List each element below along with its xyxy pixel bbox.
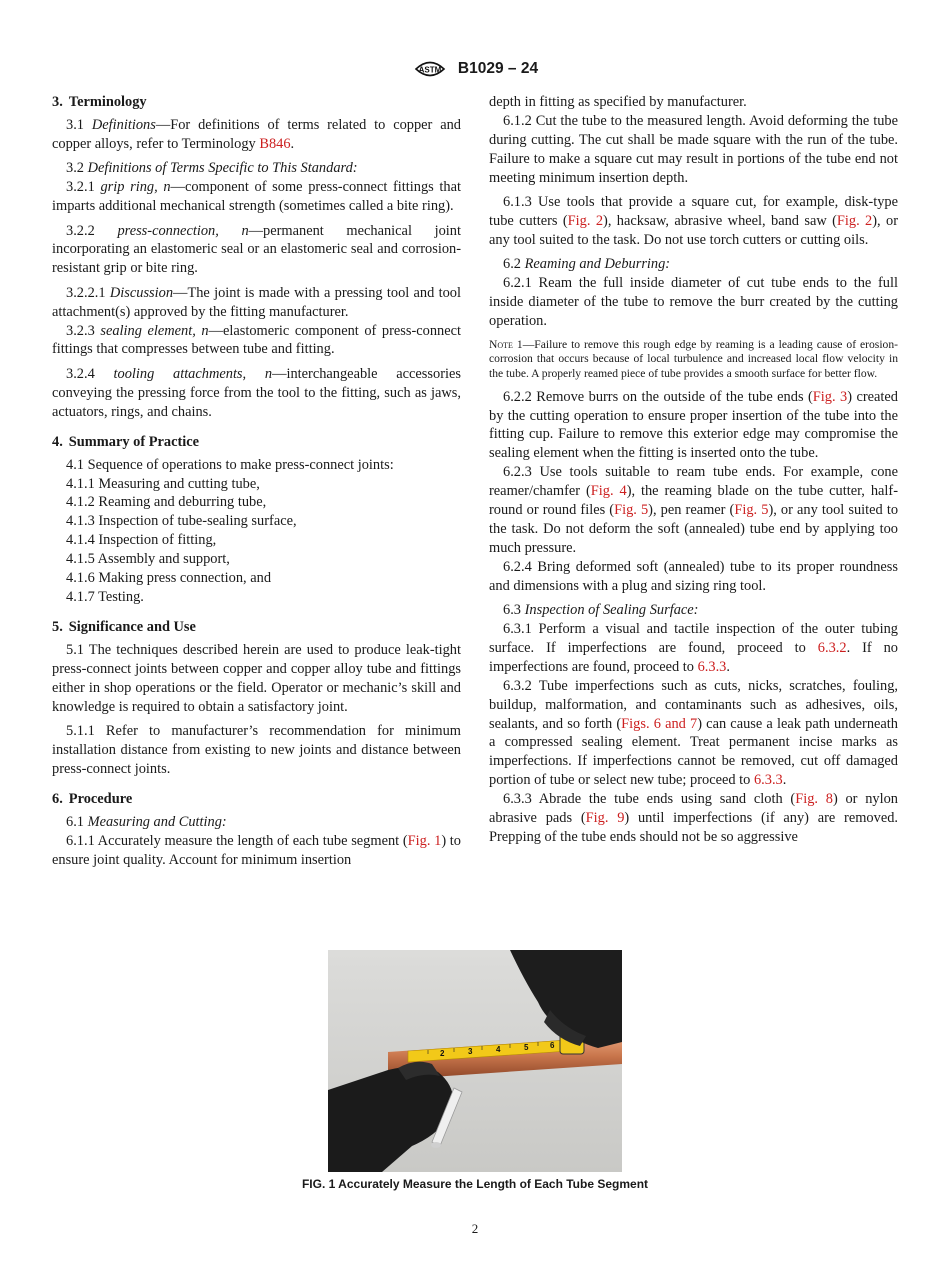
link-fig-2[interactable]: Fig. 2 — [567, 212, 604, 229]
para-3-2-3: 3.2.3 sealing element, n—elastomeric component of press-connect fittings that compresses between tube and fitting. — [52, 322, 461, 358]
para-6-2-3: 6.2.3 Use tools suitable to ream tube ends. For example, cone reamer/chamfer (Fig. 4), the reaming blade on the tube cutter, half-round or round files (Fig. 5), pen reamer (Fig. 5), or any tool suited to the task. Do not deform the soft (annealed) tube end by applying too much pressure. — [489, 464, 899, 556]
para-3-1: 3.1 Definitions—For definitions of terms related to copper and copper alloys, refer to Terminology B846. — [52, 117, 461, 152]
section-6-heading: 6. Procedure — [52, 790, 133, 807]
para-6-1-2: 6.1.2 Cut the tube to the measured length. Avoid deforming the tube during cutting. The cut shall be made square with the run of the tube. Failure to make a square cut may result in portions of the tube end not meeting minimum insertion depth. — [489, 112, 898, 186]
link-fig-3[interactable]: Fig. 3 — [812, 388, 848, 405]
section-3-heading: 3. Terminology — [52, 94, 147, 110]
para-6-2-2: 6.2.2 Remove burrs on the outside of the tube ends (Fig. 3) created by the cutting operation to ensure proper insertion of the tube into the fitting cup. Failure to remove this exterior edge may compromise the sealing element when the fitting is inserted onto the tube. — [489, 388, 898, 462]
tape-mark: 2 — [440, 1049, 445, 1058]
list-item: 4.1.7 Testing. — [66, 588, 144, 605]
list-item: 4.1.4 Inspection of fitting, — [66, 532, 217, 549]
tape-mark: 5 — [524, 1043, 529, 1052]
list-item: 4.1.6 Making press connection, and — [66, 570, 272, 587]
para-4-1: 4.1 Sequence of operations to make press-connect joints: — [66, 456, 394, 473]
link-b846[interactable]: B846 — [259, 135, 291, 152]
figure-1-caption: FIG. 1 Accurately Measure the Length of Each Tube Segment — [301, 1177, 649, 1191]
link-fig-5[interactable]: Fig. 5 — [734, 502, 769, 519]
para-6-2: 6.2 Reaming and Deburring: — [503, 256, 671, 273]
para-6-1-3: 6.1.3 Use tools that provide a square cut, for example, disk-type tube cutters (Fig. 2), hacksaw, abrasive wheel, band saw (Fig. 2), or any tool suited to the task. Do not use torch cutters or cutting oils. — [489, 194, 898, 248]
para-continued: depth in fitting as specified by manufacturer. — [489, 94, 747, 110]
link-fig-5[interactable]: Fig. 5 — [614, 502, 649, 519]
para-6-2-4: 6.2.4 Bring deformed soft (annealed) tube to its proper roundness and dimensions with a plug and sizing ring tool. — [489, 558, 898, 594]
para-6-3-1: 6.3.1 Perform a visual and tactile inspection of the outer tubing surface. If imperfections are found, proceed to 6.3.2. If no imperfections are found, proceed to 6.3.3. — [489, 621, 898, 675]
link-fig-1[interactable]: Fig. 1 — [407, 832, 442, 849]
link-fig-9[interactable]: Fig. 9 — [585, 810, 625, 827]
para-3-2: 3.2 Definitions of Terms Specific to This Standard: — [66, 160, 358, 177]
list-item: 4.1.1 Measuring and cutting tube, — [66, 475, 260, 492]
para-3-2-2-1: 3.2.2.1 Discussion—The joint is made with a pressing tool and tool attachment(s) approved by the fitting manufacturer. — [52, 284, 461, 320]
link-figs-6-7[interactable]: Figs. 6 and 7 — [621, 715, 698, 732]
link-fig-8[interactable]: Fig. 8 — [795, 791, 833, 808]
para-3-2-4: 3.2.4 tooling attachments, n—interchangeable accessories conveying the pressing force from the tool to the fitting, such as jaws, actuators, rings, and chains. — [52, 365, 461, 420]
para-6-1-1: 6.1.1 Accurately measure the length of each tube segment (Fig. 1) to ensure joint quality. Account for minimum insertion — [52, 832, 461, 868]
para-6-3-2: 6.3.2 Tube imperfections such as cuts, nicks, scratches, fouling, buildup, malformation, and contaminants such as adhesives, oils, sealants, and so forth (Figs. 6 and 7) can cause a leak path underneath a compressed sealing element. Treat permanent incise marks as imperfections. If imperfections cannot be removed, cut off damaged portion of tube or select new tube; proceed to 6.3.3. — [489, 677, 898, 789]
link-6-3-3[interactable]: 6.3.3 — [697, 658, 727, 675]
figure-1-photo — [328, 950, 622, 1172]
section-5-heading: 5. Significance and Use — [52, 618, 196, 635]
list-item: 4.1.2 Reaming and deburring tube, — [66, 494, 267, 511]
link-fig-4[interactable]: Fig. 4 — [590, 483, 627, 500]
list-item: 4.1.5 Assembly and support, — [66, 551, 230, 568]
para-6-3: 6.3 Inspection of Sealing Surface: — [503, 602, 699, 619]
tape-mark: 3 — [468, 1047, 473, 1056]
right-column — [489, 93, 898, 847]
svg-text:ASTM: ASTM — [418, 65, 442, 75]
astm-logo-icon — [412, 58, 448, 80]
tape-mark: 4 — [496, 1045, 501, 1054]
link-6-3-2[interactable]: 6.3.2 — [817, 639, 847, 656]
link-fig-2[interactable]: Fig. 2 — [836, 212, 873, 229]
para-5-1: 5.1 The techniques described herein are used to produce leak-tight press-connect joints between copper and copper alloy tube and fittings either in shop operations or the field. Operator or mechanic’s skill and knowledge is required to obtain a satisfactory joint. — [52, 641, 461, 715]
tape-mark: 6 — [550, 1041, 555, 1050]
para-3-2-1: 3.2.1 grip ring, n—component of some press-connect fittings that imparts additional mechanical strength (sometimes called a bite ring). — [52, 179, 462, 215]
left-column — [52, 93, 461, 869]
page-header — [0, 58, 950, 80]
document-designation: B1029 – 24 — [457, 60, 539, 77]
section-4-heading: 4. Summary of Practice — [52, 433, 200, 450]
page-number: 2 — [471, 1221, 479, 1236]
para-6-3-3: 6.3.3 Abrade the tube ends using sand cloth (Fig. 8) or nylon abrasive pads (Fig. 9) until imperfections (if any) are removed. Prepping of the tube ends should not be so aggressive — [489, 791, 898, 845]
note-1: Note 1—Failure to remove this rough edge by reaming is a leading cause of erosion-corrosion that occurs because of local turbulence and increased local flow velocity in the tube. A properly reamed piece of tube provides a smooth surface for better flow. — [489, 337, 898, 381]
list-item: 4.1.3 Inspection of tube-sealing surface, — [66, 513, 297, 530]
link-6-3-3[interactable]: 6.3.3 — [753, 772, 783, 789]
para-6-1: 6.1 Measuring and Cutting: — [66, 813, 227, 830]
para-5-1-1: 5.1.1 Refer to manufacturer’s recommendation for minimum installation distance from existing to new joints and distance between press-connect joints. — [52, 722, 461, 777]
para-3-2-2: 3.2.2 press-connection, n—permanent mechanical joint incorporating an elastomeric seal or an elastomeric seal and corrosion-resistant grip or bite ring. — [52, 222, 461, 277]
para-6-2-1: 6.2.1 Ream the full inside diameter of cut tube ends to the full inside diameter of the tube to remove the burr created by the cutting operation. — [489, 275, 898, 329]
